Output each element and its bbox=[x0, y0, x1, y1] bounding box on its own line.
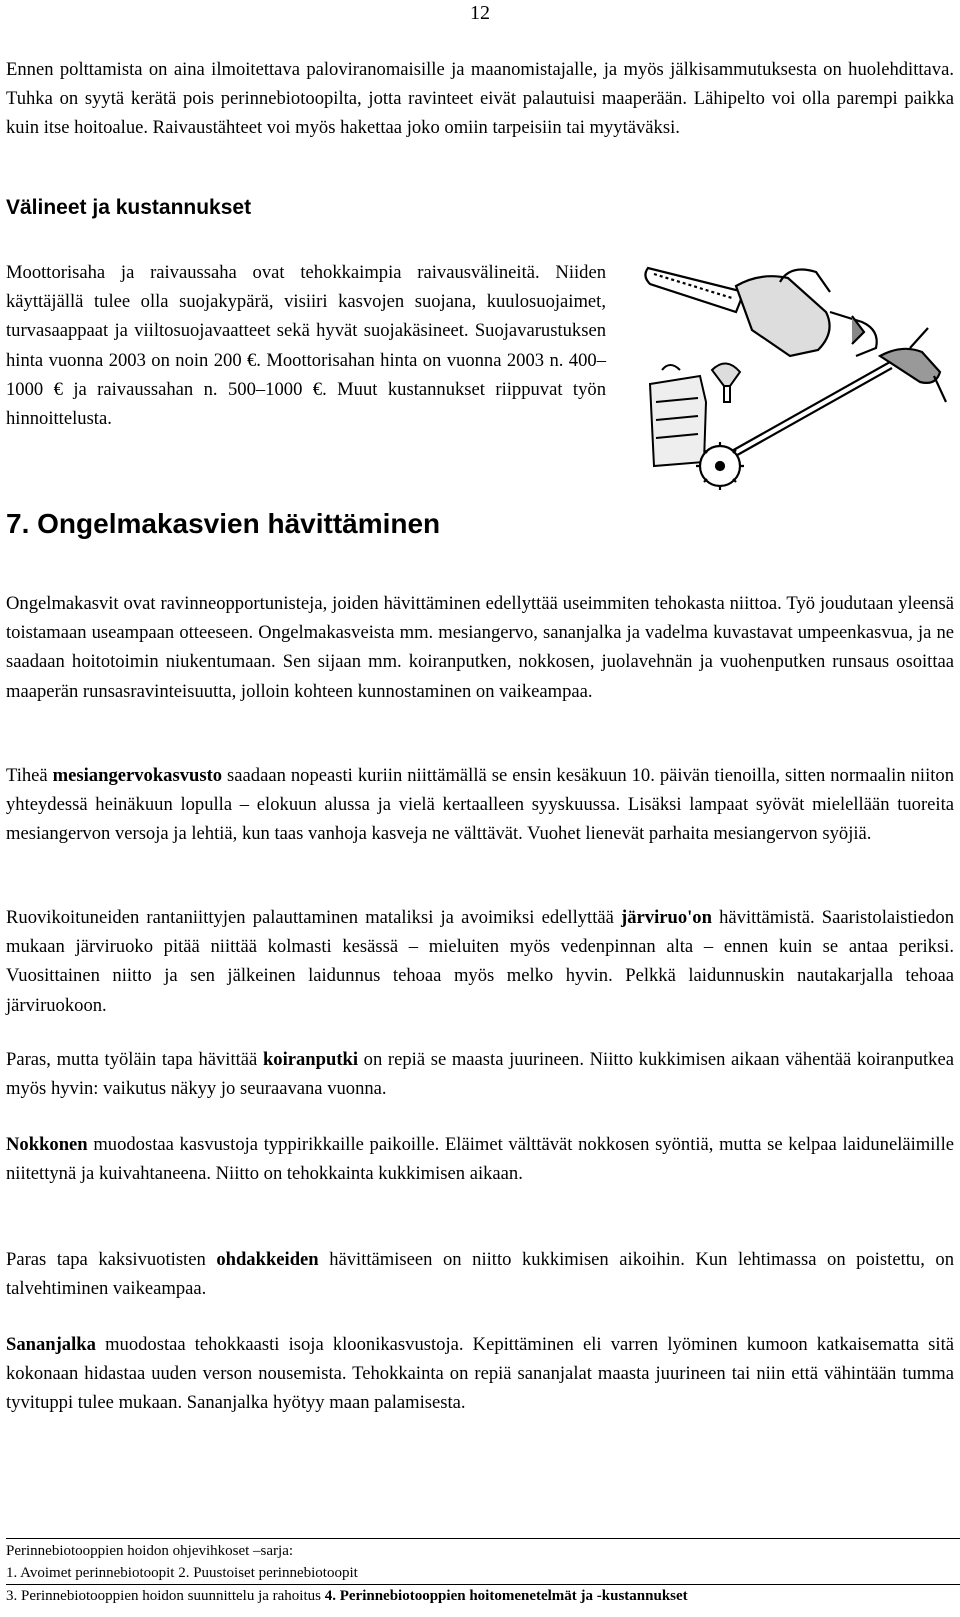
nettle-term: Nokkonen bbox=[6, 1134, 88, 1155]
reed-paragraph: Ruovikoituneiden rantaniittyjen palauttaminen mataliksi ja avoimiksi edellyttää järviruo'on hävittämistä. Saaristolaistiedon mukaan järviruoko pitää niittää kolmasti kesässä – mieluiten myös vedenpinnan alta – ennen kuin se antaa periksi. Vuosittainen niitto ja sen jälkeinen laidunnus tehoaa myös melko hyvin. Pelkkä laidunnuskin nautakarjalla tehoaa järviruokoon. bbox=[6, 907, 954, 1016]
intro-paragraph: Ennen polttamista on aina ilmoitettava paloviranomaisille ja maanomistajalle, ja myös jälkisammutuksesta on huolehdittava. Tuhka on syytä kerätä pois perinnebiotoopilta, jotta ravinteet eivät palautuisi maaperään. Lähipelto voi olla parempi paikka kuin itse hoitoalue. Raivaustähteet voi myös hakettaa joko omiin tarpeisiin tai myytäväksi. bbox=[6, 59, 954, 139]
tools-paragraph: Moottorisaha ja raivaussaha ovat tehokkaimpia raivausvälineitä. Niiden käyttäjällä tulee olla suojakypärä, visiiri kasvojen suojana, kuulosuojaimet, turvasaappaat ja viiltosuojavaatteet sekä hyvät suojakäsineet. Suojavarustuksen hinta vuonna 2003 on noin 200 €. Moottorisahan hinta on vuonna 2003 n. 400–1000 € ja raivaussahan n. 500–1000 €. Muut kustannukset riippuvat työn hinnoittelusta. bbox=[6, 262, 606, 430]
footer-series-title: Perinnebiotooppien hoidon ohjevihkoset –sarja: bbox=[6, 1543, 294, 1559]
footer bbox=[6, 1540, 960, 1607]
funnel-icon bbox=[712, 363, 740, 402]
cow-parsley-paragraph: Paras, mutta työläin tapa hävittää koiranputki on repiä se maasta juurineen. Niitto kukkimisen aikaan vähentää koiranputkea myös hyvin: vaikutus näkyy jo seuraavana vuonna. bbox=[6, 1049, 954, 1100]
footer-top-rule bbox=[6, 1538, 960, 1539]
footer-line-3: 3. Perinnebiotooppien hoidon suunnittelu ja rahoitus 4. Perinnebiotooppien hoitomenetelmät ja -kustannukset bbox=[6, 1588, 688, 1604]
thistle-term: ohdakkeiden bbox=[216, 1249, 319, 1270]
meadowsweet-paragraph: Tiheä mesiangervokasvusto saadaan nopeasti kuriin niittämällä se ensin kesäkuun 10. päivän tienoilla, sitten normaalin niiton yhteydessä heinäkuun lopulla – elokuun alussa ja vielä kertaalleen syyskuussa. Lisäksi lampaat syövät mielellään tuoreita mesiangervon versoja ja lehtiä, kun taas vanhoja kasveja ne välttävät. Vuohet lienevät parhaita mesiangervon syöjiä. bbox=[6, 765, 954, 845]
brush-saw-icon bbox=[696, 328, 946, 490]
section-heading: 7. Ongelmakasvien hävittäminen bbox=[6, 508, 441, 539]
meadowsweet-term: mesiangervokasvusto bbox=[52, 765, 223, 786]
bracken-paragraph: Sananjalka muodostaa tehokkaasti isoja kloonikasvustoja. Kepittäminen eli varren lyöminen kumoon katkaisematta sitä kokonaan hidastaa uuden verson nousemista. Tehokkainta on repiä sananjalat maasta juurineen tai niin että vähintään tumma tyvituppi tulee mukaan. Sananjalka hyötyy maan palamisesta. bbox=[6, 1334, 954, 1414]
nettle-paragraph: Nokkonen muodostaa kasvustoja typpirikkaille paikoille. Eläimet välttävät nokkosen syöntiä, mutta se kelpaa laiduneläimille niitettynä ja kuivahtaneena. Niitto on tehokkainta kukkimisen aikaan. bbox=[6, 1134, 954, 1185]
fuel-can-icon bbox=[650, 365, 706, 466]
tools-illustration bbox=[640, 252, 960, 492]
reed-term: järviruo'on bbox=[621, 907, 712, 928]
thistle-paragraph: Paras tapa kaksivuotisten ohdakkeiden hävittämiseen on niitto kukkimisen aikoihin. Kun lehtimassa on poistettu, on talvehtiminen vaikeampaa. bbox=[6, 1249, 954, 1300]
chainsaw-icon bbox=[645, 268, 876, 356]
page-number: 12 bbox=[470, 2, 490, 24]
problem-plants-intro: Ongelmakasvit ovat ravinneopportunisteja, joiden hävittäminen edellyttää useimmiten tehokasta niittoa. Työ joudutaan yleensä toistamaan useampaan otteeseen. Ongelmakasveista mm. mesiangervo, sananjalka ja vadelma kuvastavat umpeenkasvua, ja ne saadaan hoitotoimin niukentumaan. Sen sijaan mm. koiranputken, nokkosen, juolavehnän ja vuohenputken runsaus osoittaa maaperän runsasravinteisuutta, jolloin kohteen kunnostaminen on vaikeampaa. bbox=[6, 593, 954, 702]
footer-line-2: 1. Avoimet perinnebiotoopit 2. Puustoiset perinnebiotoopit bbox=[6, 1565, 358, 1581]
tools-heading: Välineet ja kustannukset bbox=[6, 196, 252, 219]
bracken-term: Sananjalka bbox=[6, 1334, 96, 1355]
cow-parsley-term: koiranputki bbox=[262, 1049, 359, 1070]
